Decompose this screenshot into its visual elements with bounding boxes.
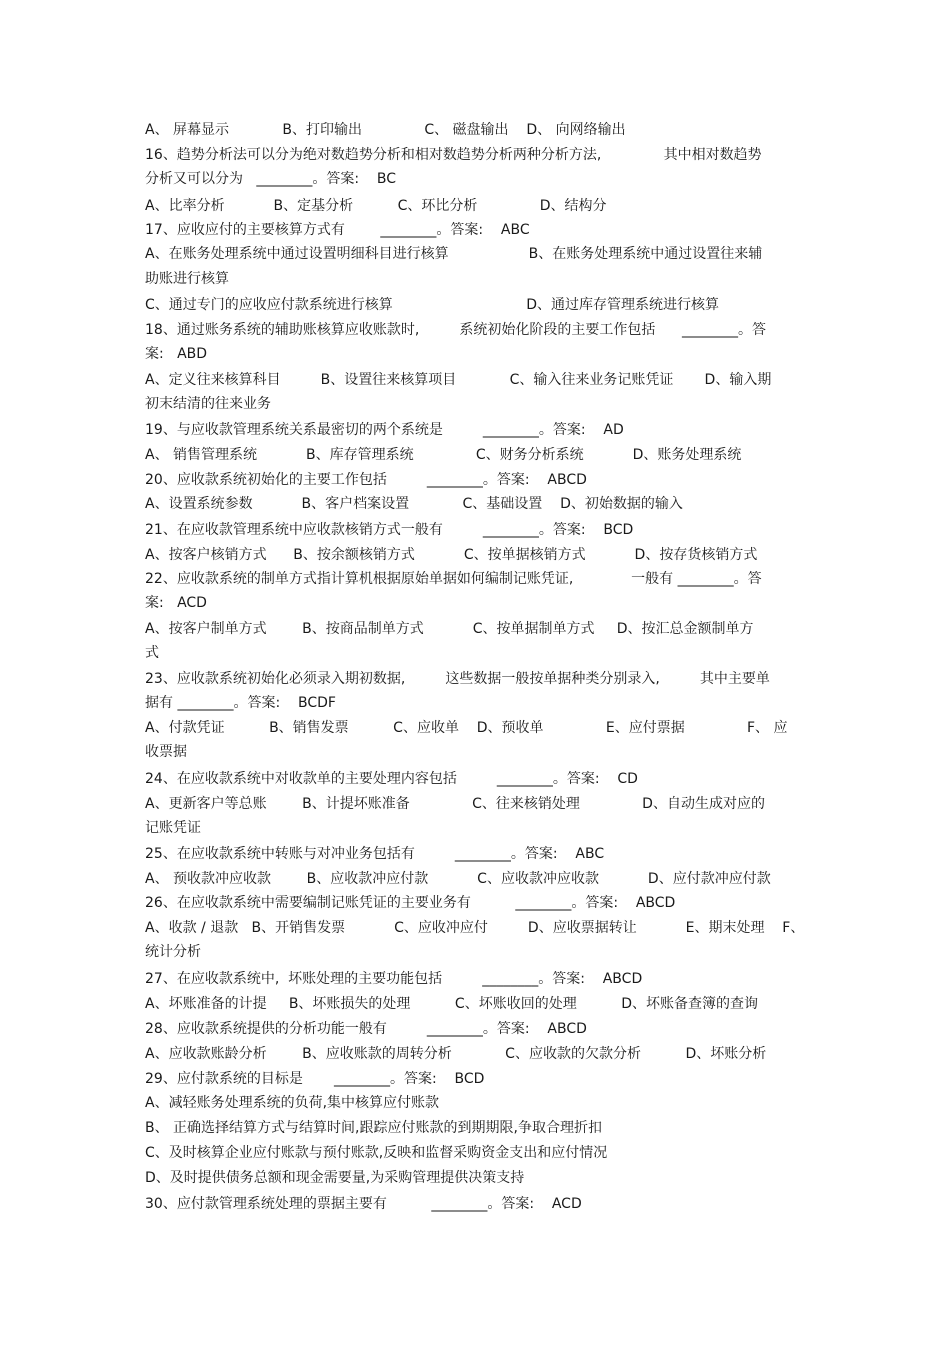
text-line: D、及时提供债务总额和现金需要量,为采购管理提供决策支持 xyxy=(145,1170,525,1186)
text-line: A、按客户制单方式 B、按商品制单方式 C、按单据制单方式 D、按汇总金额制单方 xyxy=(145,621,754,637)
text-line: 记账凭证 xyxy=(145,820,201,836)
text-line: 统计分析 xyxy=(145,944,201,960)
text-line: 24、在应收款系统中对收款单的主要处理内容包括 ________。答案: CD xyxy=(145,771,638,787)
text-line: 30、应付款管理系统处理的票据主要有 ________。答案: ACD xyxy=(145,1196,582,1212)
text-line: 助账进行核算 xyxy=(145,271,229,287)
text-line: A、付款凭证 B、销售发票 C、应收单 D、预收单 E、应付票据 F、 应 xyxy=(145,720,788,736)
text-line: A、 销售管理系统 B、库存管理系统 C、财务分析系统 D、账务处理系统 xyxy=(145,447,742,463)
text-line: 23、应收款系统初始化必须录入期初数据, 这些数据一般按单据种类分别录入, 其中主要单 xyxy=(145,671,770,687)
text-line: A、比率分析 B、定基分析 C、环比分析 D、结构分 xyxy=(145,198,607,214)
text-line: 29、应付款系统的目标是 ________。答案: BCD xyxy=(145,1071,485,1087)
text-line: A、按客户核销方式 B、按余额核销方式 C、按单据核销方式 D、按存货核销方式 xyxy=(145,547,758,563)
text-line: A、定义往来核算科目 B、设置往来核算项目 C、输入往来业务记账凭证 D、输入期 xyxy=(145,372,772,388)
text-line: 20、应收款系统初始化的主要工作包括 ________。答案: ABCD xyxy=(145,472,587,488)
text-line: 21、在应收款管理系统中应收款核销方式一般有 ________。答案: BCD xyxy=(145,522,634,538)
text-line: A、应收款账龄分析 B、应收账款的周转分析 C、应收款的欠款分析 D、坏账分析 xyxy=(145,1046,767,1062)
text-line: 19、与应收款管理系统关系最密切的两个系统是 ________。答案: AD xyxy=(145,422,624,438)
text-line: 27、在应收款系统中, 坏账处理的主要功能包括 ________。答案: ABCD xyxy=(145,971,643,987)
text-line: 式 xyxy=(145,645,159,661)
text-line: A、收款 / 退款 B、开销售发票 C、应收冲应付 D、应收票据转让 E、期末处理 F、 xyxy=(145,920,805,936)
text-line: 25、在应收款系统中转账与对冲业务包括有 ________。答案: ABC xyxy=(145,846,605,862)
text-line: A、在账务处理系统中通过设置明细科目进行核算 B、在账务处理系统中通过设置往来辅 xyxy=(145,246,763,262)
text-line: C、及时核算企业应付账款与预付账款,反映和监督采购资金支出和应付情况 xyxy=(145,1145,608,1161)
text-line: 22、应收款系统的制单方式指计算机根据原始单据如何编制记账凭证, 一般有 ________。答 xyxy=(145,571,762,587)
text-line: B、 正确选择结算方式与结算时间,跟踪应付账款的到期期限,争取合理折扣 xyxy=(145,1120,602,1136)
text-line: A、 屏幕显示 B、打印输出 C、 磁盘输出 D、 向网络输出 xyxy=(145,122,626,138)
text-line: C、通过专门的应收应付款系统进行核算 D、通过库存管理系统进行核算 xyxy=(145,297,720,313)
text-line: A、设置系统参数 B、客户档案设置 C、基础设置 D、初始数据的输入 xyxy=(145,496,683,512)
text-line: A、更新客户等总账 B、计提坏账准备 C、往来核销处理 D、自动生成对应的 xyxy=(145,796,765,812)
text-line: A、坏账准备的计提 B、坏账损失的处理 C、坏账收回的处理 D、坏账备查簿的查询 xyxy=(145,996,758,1012)
text-line: A、 预收款冲应收款 B、应收款冲应付款 C、应收款冲应收款 D、应付款冲应付款 xyxy=(145,871,771,887)
text-line: 16、趋势分析法可以分为绝对数趋势分析和相对数趋势分析两种分析方法, 其中相对数趋势 xyxy=(145,147,762,163)
text-line: 收票据 xyxy=(145,744,187,760)
text-line: 18、通过账务系统的辅助账核算应收账款时, 系统初始化阶段的主要工作包括 ________。答 xyxy=(145,322,767,338)
text-line: 案: ABD xyxy=(145,346,208,362)
text-line: 26、在应收款系统中需要编制记账凭证的主要业务有 ________。答案: ABCD xyxy=(145,895,676,911)
text-line: 28、应收款系统提供的分析功能一般有 ________。答案: ABCD xyxy=(145,1021,587,1037)
text-line: A、减轻账务处理系统的负荷,集中核算应付账款 xyxy=(145,1095,440,1111)
text-line: 案: ACD xyxy=(145,595,207,611)
text-line: 据有 ________。答案: BCDF xyxy=(145,695,336,711)
text-line: 17、应收应付的主要核算方式有 ________。答案: ABC xyxy=(145,222,530,238)
text-line: 初末结清的往来业务 xyxy=(145,396,271,412)
text-line: 分析又可以分为 ________。答案: BC xyxy=(145,171,397,187)
